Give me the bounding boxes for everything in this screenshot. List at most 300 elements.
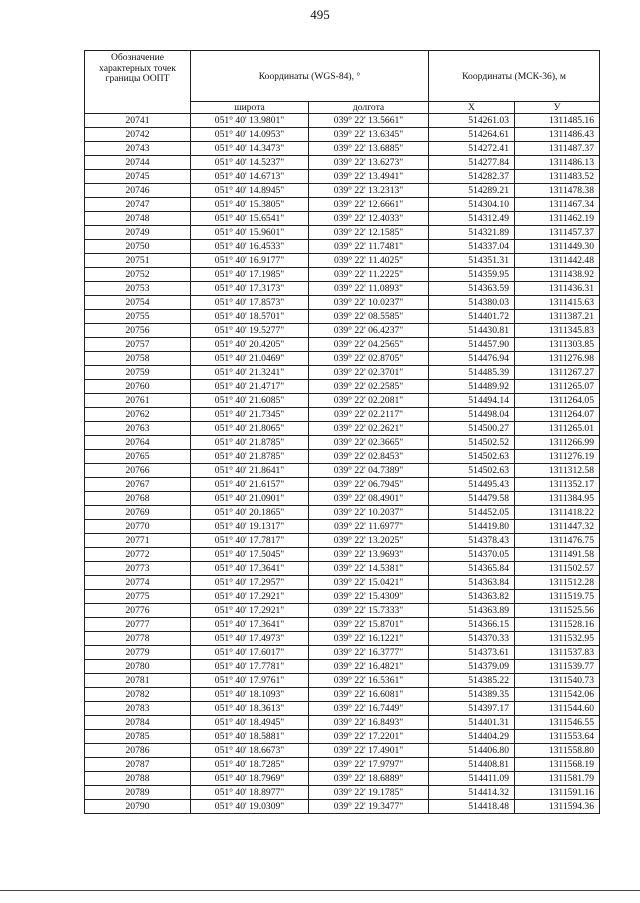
longitude-cell: 039° 22' 10.0237" [309,296,429,310]
x-cell: 514498.04 [429,408,515,422]
longitude-cell: 039° 22' 13.4941" [309,170,429,184]
y-cell: 1311352.17 [515,478,600,492]
y-cell: 1311264.07 [515,408,600,422]
longitude-cell: 039° 22' 02.2117" [309,408,429,422]
x-cell: 514430.81 [429,324,515,338]
table-row [85,310,600,324]
point-id-cell: 20744 [85,156,191,170]
y-cell: 1311542.06 [515,688,600,702]
latitude-cell: 051° 40' 21.4717" [191,380,309,394]
latitude-cell: 051° 40' 15.6541" [191,212,309,226]
point-id-cell: 20750 [85,240,191,254]
latitude-cell: 051° 40' 14.0953" [191,128,309,142]
point-id-cell: 20758 [85,352,191,366]
point-id-cell: 20743 [85,142,191,156]
longitude-cell: 039° 22' 02.2621" [309,422,429,436]
y-cell: 1311519.75 [515,590,600,604]
y-cell: 1311418.22 [515,506,600,520]
bottom-rule [0,890,640,891]
x-cell: 514359.95 [429,268,515,282]
y-cell: 1311544.60 [515,702,600,716]
latitude-cell: 051° 40' 20.1865" [191,506,309,520]
table-row [85,604,600,618]
x-cell: 514406.80 [429,744,515,758]
x-cell: 514419.80 [429,520,515,534]
table-row [85,646,600,660]
y-cell: 1311276.19 [515,450,600,464]
point-id-cell: 20761 [85,394,191,408]
table-row [85,254,600,268]
x-cell: 514366.15 [429,618,515,632]
longitude-cell: 039° 22' 04.7389" [309,464,429,478]
x-cell: 514401.31 [429,716,515,730]
longitude-cell: 039° 22' 11.6977" [309,520,429,534]
latitude-cell: 051° 40' 16.4533" [191,240,309,254]
y-cell: 1311303.85 [515,338,600,352]
latitude-cell: 051° 40' 21.0469" [191,352,309,366]
point-id-cell: 20760 [85,380,191,394]
latitude-cell: 051° 40' 21.7345" [191,408,309,422]
table-row [85,758,600,772]
longitude-cell: 039° 22' 16.5361" [309,674,429,688]
x-cell: 514380.03 [429,296,515,310]
y-cell: 1311537.83 [515,646,600,660]
longitude-cell: 039° 22' 12.4033" [309,212,429,226]
longitude-cell: 039° 22' 10.2037" [309,506,429,520]
latitude-cell: 051° 40' 17.2921" [191,590,309,604]
latitude-cell: 051° 40' 21.3241" [191,366,309,380]
latitude-cell: 051° 40' 17.2957" [191,576,309,590]
table-row [85,324,600,338]
latitude-cell: 051° 40' 17.3173" [191,282,309,296]
x-cell: 514365.84 [429,562,515,576]
longitude-cell: 039° 22' 19.1785" [309,786,429,800]
longitude-cell: 039° 22' 15.7333" [309,604,429,618]
longitude-cell: 039° 22' 06.7945" [309,478,429,492]
x-cell: 514389.35 [429,688,515,702]
longitude-cell: 039° 22' 15.4309" [309,590,429,604]
x-cell: 514272.41 [429,142,515,156]
point-id-cell: 20789 [85,786,191,800]
latitude-cell: 051° 40' 19.0309" [191,800,309,814]
x-cell: 514304.10 [429,198,515,212]
latitude-cell: 051° 40' 16.9177" [191,254,309,268]
table-row [85,506,600,520]
longitude-cell: 039° 22' 11.0893" [309,282,429,296]
table-row [85,716,600,730]
point-id-cell: 20748 [85,212,191,226]
table-body [85,114,600,814]
coordinates-table [84,50,600,814]
y-cell: 1311449.30 [515,240,600,254]
point-id-cell: 20786 [85,744,191,758]
table-row [85,436,600,450]
x-cell: 514363.59 [429,282,515,296]
y-cell: 1311483.52 [515,170,600,184]
latitude-cell: 051° 40' 17.2921" [191,604,309,618]
point-id-cell: 20762 [85,408,191,422]
point-id-cell: 20763 [85,422,191,436]
point-id-cell: 20772 [85,548,191,562]
latitude-cell: 051° 40' 18.7285" [191,758,309,772]
y-cell: 1311491.58 [515,548,600,562]
y-cell: 1311528.16 [515,618,600,632]
point-id-cell: 20771 [85,534,191,548]
latitude-cell: 051° 40' 13.9801" [191,114,309,128]
table-row [85,394,600,408]
y-cell: 1311345.83 [515,324,600,338]
longitude-cell: 039° 22' 14.5381" [309,562,429,576]
x-cell: 514411.09 [429,772,515,786]
y-cell: 1311267.27 [515,366,600,380]
point-id-cell: 20788 [85,772,191,786]
latitude-cell: 051° 40' 21.8785" [191,450,309,464]
x-cell: 514282.37 [429,170,515,184]
longitude-cell: 039° 22' 16.8493" [309,716,429,730]
point-id-cell: 20790 [85,800,191,814]
latitude-cell: 051° 40' 14.8945" [191,184,309,198]
latitude-cell: 051° 40' 17.3641" [191,618,309,632]
point-id-cell: 20759 [85,366,191,380]
point-id-cell: 20777 [85,618,191,632]
point-id-cell: 20784 [85,716,191,730]
longitude-cell: 039° 22' 12.6661" [309,198,429,212]
table-row [85,142,600,156]
table-row [85,450,600,464]
point-id-cell: 20769 [85,506,191,520]
longitude-cell: 039° 22' 13.2025" [309,534,429,548]
latitude-cell: 051° 40' 18.4945" [191,716,309,730]
table-row [85,632,600,646]
longitude-cell: 039° 22' 16.6081" [309,688,429,702]
x-cell: 514370.33 [429,632,515,646]
y-cell: 1311265.07 [515,380,600,394]
point-id-cell: 20780 [85,660,191,674]
point-id-cell: 20766 [85,464,191,478]
y-cell: 1311462.19 [515,212,600,226]
x-cell: 514312.49 [429,212,515,226]
y-cell: 1311478.38 [515,184,600,198]
point-id-cell: 20779 [85,646,191,660]
latitude-cell: 051° 40' 18.5881" [191,730,309,744]
longitude-cell: 039° 22' 08.5585" [309,310,429,324]
longitude-cell: 039° 22' 16.3777" [309,646,429,660]
table-row [85,660,600,674]
longitude-cell: 039° 22' 08.4901" [309,492,429,506]
table-row [85,296,600,310]
point-id-cell: 20776 [85,604,191,618]
point-id-cell: 20787 [85,758,191,772]
longitude-cell: 039° 22' 15.0421" [309,576,429,590]
point-id-cell: 20745 [85,170,191,184]
longitude-cell: 039° 22' 13.2313" [309,184,429,198]
y-cell: 1311264.05 [515,394,600,408]
longitude-cell: 039° 22' 12.1585" [309,226,429,240]
latitude-cell: 051° 40' 21.0901" [191,492,309,506]
table-row [85,352,600,366]
longitude-cell: 039° 22' 13.6885" [309,142,429,156]
point-id-cell: 20746 [85,184,191,198]
y-cell: 1311387.21 [515,310,600,324]
point-id-cell: 20749 [85,226,191,240]
longitude-cell: 039° 22' 16.7449" [309,702,429,716]
longitude-cell: 039° 22' 13.6273" [309,156,429,170]
table-row [85,688,600,702]
latitude-cell: 051° 40' 20.4205" [191,338,309,352]
latitude-cell: 051° 40' 17.7817" [191,534,309,548]
table-row [85,282,600,296]
longitude-cell: 039° 22' 17.2201" [309,730,429,744]
x-cell: 514363.89 [429,604,515,618]
latitude-cell: 051° 40' 18.8977" [191,786,309,800]
point-id-cell: 20752 [85,268,191,282]
y-cell: 1311265.01 [515,422,600,436]
table-row [85,730,600,744]
y-cell: 1311581.79 [515,772,600,786]
y-cell: 1311447.32 [515,520,600,534]
longitude-cell: 039° 22' 02.2585" [309,380,429,394]
y-cell: 1311546.55 [515,716,600,730]
x-cell: 514277.84 [429,156,515,170]
table-row [85,576,600,590]
x-cell: 514363.82 [429,590,515,604]
longitude-cell: 039° 22' 13.9693" [309,548,429,562]
latitude-cell: 051° 40' 15.3805" [191,198,309,212]
x-cell: 514404.29 [429,730,515,744]
latitude-cell: 051° 40' 18.1093" [191,688,309,702]
table-row [85,184,600,198]
y-cell: 1311532.95 [515,632,600,646]
table-row [85,408,600,422]
table-row [85,492,600,506]
latitude-cell: 051° 40' 21.8785" [191,436,309,450]
y-cell: 1311591.16 [515,786,600,800]
longitude-cell: 039° 22' 04.2565" [309,338,429,352]
table-row [85,548,600,562]
table-row [85,590,600,604]
table-row [85,156,600,170]
longitude-cell: 039° 22' 15.8701" [309,618,429,632]
latitude-cell: 051° 40' 21.6085" [191,394,309,408]
latitude-cell: 051° 40' 14.3473" [191,142,309,156]
latitude-cell: 051° 40' 17.9761" [191,674,309,688]
y-cell: 1311558.80 [515,744,600,758]
latitude-cell: 051° 40' 18.3613" [191,702,309,716]
longitude-cell: 039° 22' 02.3701" [309,366,429,380]
header-point-id: Обозначение характерных точек границы ООПТ [85,51,191,114]
longitude-cell: 039° 22' 11.7481" [309,240,429,254]
longitude-cell: 039° 22' 06.4237" [309,324,429,338]
x-cell: 514502.63 [429,450,515,464]
y-cell: 1311476.75 [515,534,600,548]
latitude-cell: 051° 40' 17.3641" [191,562,309,576]
table-row [85,338,600,352]
latitude-cell: 051° 40' 17.6017" [191,646,309,660]
point-id-cell: 20751 [85,254,191,268]
point-id-cell: 20764 [85,436,191,450]
header-msk36: Координаты (МСК-36), м [429,51,600,102]
longitude-cell: 039° 22' 11.2225" [309,268,429,282]
x-cell: 514418.48 [429,800,515,814]
point-id-cell: 20783 [85,702,191,716]
point-id-cell: 20773 [85,562,191,576]
table-row [85,268,600,282]
latitude-cell: 051° 40' 17.4973" [191,632,309,646]
y-cell: 1311487.37 [515,142,600,156]
longitude-cell: 039° 22' 19.3477" [309,800,429,814]
x-cell: 514485.39 [429,366,515,380]
point-id-cell: 20785 [85,730,191,744]
header-longitude: долгота [309,102,429,114]
table-row [85,534,600,548]
x-cell: 514500.27 [429,422,515,436]
header-x: X [429,102,515,114]
table-row [85,226,600,240]
latitude-cell: 051° 40' 18.6673" [191,744,309,758]
x-cell: 514452.05 [429,506,515,520]
latitude-cell: 051° 40' 21.8065" [191,422,309,436]
table-row [85,520,600,534]
x-cell: 514373.61 [429,646,515,660]
latitude-cell: 051° 40' 14.5237" [191,156,309,170]
x-cell: 514261.03 [429,114,515,128]
y-cell: 1311415.63 [515,296,600,310]
longitude-cell: 039° 22' 13.6345" [309,128,429,142]
x-cell: 514379.09 [429,660,515,674]
longitude-cell: 039° 22' 18.6889" [309,772,429,786]
y-cell: 1311485.16 [515,114,600,128]
y-cell: 1311512.28 [515,576,600,590]
x-cell: 514321.89 [429,226,515,240]
longitude-cell: 039° 22' 16.4821" [309,660,429,674]
latitude-cell: 051° 40' 17.7781" [191,660,309,674]
longitude-cell: 039° 22' 17.9797" [309,758,429,772]
y-cell: 1311539.77 [515,660,600,674]
y-cell: 1311266.99 [515,436,600,450]
latitude-cell: 051° 40' 15.9601" [191,226,309,240]
table-row [85,170,600,184]
y-cell: 1311457.37 [515,226,600,240]
x-cell: 514401.72 [429,310,515,324]
longitude-cell: 039° 22' 02.8453" [309,450,429,464]
table-row [85,702,600,716]
table-row [85,744,600,758]
y-cell: 1311384.95 [515,492,600,506]
point-id-cell: 20778 [85,632,191,646]
y-cell: 1311525.56 [515,604,600,618]
y-cell: 1311568.19 [515,758,600,772]
y-cell: 1311553.64 [515,730,600,744]
latitude-cell: 051° 40' 17.5045" [191,548,309,562]
longitude-cell: 039° 22' 02.8705" [309,352,429,366]
table-row [85,772,600,786]
x-cell: 514495.43 [429,478,515,492]
x-cell: 514457.90 [429,338,515,352]
point-id-cell: 20781 [85,674,191,688]
point-id-cell: 20768 [85,492,191,506]
header-latitude: широта [191,102,309,114]
x-cell: 514489.92 [429,380,515,394]
y-cell: 1311486.43 [515,128,600,142]
table-row [85,114,600,128]
table-row [85,800,600,814]
x-cell: 514378.43 [429,534,515,548]
y-cell: 1311540.73 [515,674,600,688]
x-cell: 514363.84 [429,576,515,590]
point-id-cell: 20774 [85,576,191,590]
longitude-cell: 039° 22' 02.2081" [309,394,429,408]
table-row [85,212,600,226]
longitude-cell: 039° 22' 17.4901" [309,744,429,758]
header-y: У [515,102,600,114]
point-id-cell: 20747 [85,198,191,212]
x-cell: 514476.94 [429,352,515,366]
table-row [85,464,600,478]
latitude-cell: 051° 40' 18.5701" [191,310,309,324]
table-row [85,128,600,142]
table-row [85,380,600,394]
x-cell: 514502.63 [429,464,515,478]
table-row [85,422,600,436]
y-cell: 1311467.34 [515,198,600,212]
latitude-cell: 051° 40' 19.1317" [191,520,309,534]
point-id-cell: 20767 [85,478,191,492]
longitude-cell: 039° 22' 16.1221" [309,632,429,646]
latitude-cell: 051° 40' 17.8573" [191,296,309,310]
latitude-cell: 051° 40' 21.6157" [191,478,309,492]
longitude-cell: 039° 22' 02.3665" [309,436,429,450]
table-row [85,786,600,800]
x-cell: 514370.05 [429,548,515,562]
point-id-cell: 20775 [85,590,191,604]
point-id-cell: 20765 [85,450,191,464]
y-cell: 1311594.36 [515,800,600,814]
point-id-cell: 20756 [85,324,191,338]
latitude-cell: 051° 40' 14.6713" [191,170,309,184]
page-number: 495 [310,7,330,22]
longitude-cell: 039° 22' 11.4025" [309,254,429,268]
point-id-cell: 20757 [85,338,191,352]
latitude-cell: 051° 40' 19.5277" [191,324,309,338]
longitude-cell: 039° 22' 13.5661" [309,114,429,128]
point-id-cell: 20755 [85,310,191,324]
point-id-cell: 20782 [85,688,191,702]
table-row [85,674,600,688]
latitude-cell: 051° 40' 18.7969" [191,772,309,786]
header-wgs84: Координаты (WGS-84), ° [191,51,429,102]
table-row [85,198,600,212]
y-cell: 1311276.98 [515,352,600,366]
x-cell: 514289.21 [429,184,515,198]
table-row [85,618,600,632]
x-cell: 514408.81 [429,758,515,772]
x-cell: 514502.52 [429,436,515,450]
x-cell: 514385.22 [429,674,515,688]
x-cell: 514264.61 [429,128,515,142]
table-row [85,366,600,380]
table-row [85,562,600,576]
x-cell: 514414.32 [429,786,515,800]
y-cell: 1311438.92 [515,268,600,282]
table-row [85,478,600,492]
y-cell: 1311442.48 [515,254,600,268]
x-cell: 514494.14 [429,394,515,408]
point-id-cell: 20742 [85,128,191,142]
point-id-cell: 20754 [85,296,191,310]
y-cell: 1311436.31 [515,282,600,296]
x-cell: 514397.17 [429,702,515,716]
y-cell: 1311486.13 [515,156,600,170]
